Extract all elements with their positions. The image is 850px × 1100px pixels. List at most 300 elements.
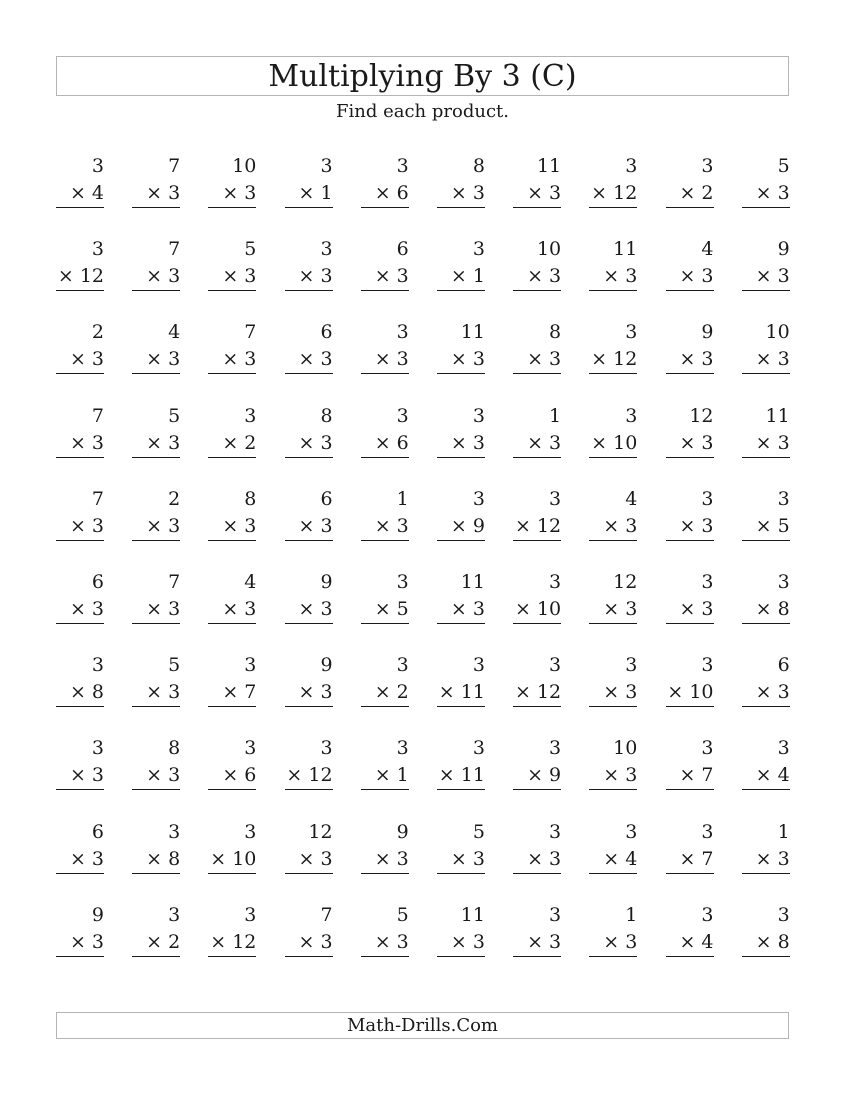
multiplication-problem — [742, 403, 790, 486]
multiplication-problem — [666, 153, 714, 236]
multiplication-problem — [742, 153, 790, 236]
multiplication-problem — [513, 153, 561, 236]
multiplication-problem — [208, 319, 256, 402]
multiplication-problem — [742, 652, 790, 735]
problem-multiplicand: 3 — [472, 737, 485, 760]
problem-multiplier: × 2 — [208, 430, 256, 458]
problem-multiplier: × 2 — [361, 679, 409, 707]
multiplication-problem — [361, 236, 409, 319]
problem-multiplier: × 3 — [361, 513, 409, 541]
problem-multiplicand: 11 — [460, 903, 485, 926]
problem-multiplicand: 3 — [396, 570, 409, 593]
problem-multiplier: × 12 — [56, 263, 104, 291]
problem-multiplier: × 3 — [437, 929, 485, 957]
problem-multiplicand: 3 — [396, 155, 409, 177]
multiplication-problem — [361, 319, 409, 402]
problem-multiplicand: 7 — [168, 155, 181, 177]
problem-multiplicand: 8 — [320, 404, 333, 427]
problem-multiplier: × 3 — [208, 180, 256, 208]
problem-multiplicand: 11 — [613, 238, 638, 261]
multiplication-problem — [56, 735, 104, 818]
problem-multiplier: × 4 — [666, 929, 714, 957]
multiplication-problem — [285, 735, 333, 818]
problem-multiplicand: 8 — [549, 321, 562, 344]
problem-multiplier: × 12 — [208, 929, 256, 957]
problem-multiplicand: 3 — [701, 570, 714, 593]
problem-multiplicand: 3 — [472, 487, 485, 510]
problem-multiplier: × 3 — [132, 180, 180, 208]
problem-multiplicand: 9 — [320, 654, 333, 677]
multiplication-problem — [208, 735, 256, 818]
problem-multiplicand: 3 — [701, 155, 714, 177]
problem-multiplicand: 7 — [91, 404, 104, 427]
problem-multiplier: × 10 — [589, 430, 637, 458]
problem-multiplicand: 3 — [549, 903, 562, 926]
problem-multiplicand: 4 — [244, 570, 257, 593]
multiplication-problem — [361, 153, 409, 236]
problem-multiplicand: 9 — [701, 321, 714, 344]
problem-multiplier: × 4 — [589, 846, 637, 874]
problem-multiplier: × 2 — [666, 180, 714, 208]
problem-multiplicand: 3 — [244, 404, 257, 427]
problem-multiplicand: 12 — [308, 820, 333, 843]
problem-multiplier: × 9 — [513, 762, 561, 790]
multiplication-problem — [132, 569, 180, 652]
problem-multiplier: × 3 — [666, 513, 714, 541]
problem-multiplicand: 3 — [91, 737, 104, 760]
multiplication-problem — [589, 735, 637, 818]
footer-site-name: Math-Drills.Com — [56, 1012, 789, 1039]
problem-multiplier: × 3 — [666, 596, 714, 624]
problem-multiplier: × 3 — [361, 929, 409, 957]
multiplication-problem — [513, 652, 561, 735]
problem-multiplier: × 3 — [742, 679, 790, 707]
multiplication-problem — [285, 403, 333, 486]
problem-multiplicand: 3 — [320, 737, 333, 760]
problem-multiplicand: 3 — [701, 487, 714, 510]
problem-multiplier: × 3 — [513, 346, 561, 374]
multiplication-problem — [56, 819, 104, 902]
problem-multiplicand: 7 — [244, 321, 257, 344]
multiplication-problem — [285, 319, 333, 402]
multiplication-problem — [285, 569, 333, 652]
problem-multiplicand: 1 — [396, 487, 409, 510]
problem-multiplier: × 3 — [513, 180, 561, 208]
multiplication-problem — [666, 319, 714, 402]
problem-multiplier: × 3 — [56, 430, 104, 458]
problem-multiplier: × 4 — [56, 180, 104, 208]
multiplication-problem — [361, 735, 409, 818]
problem-multiplicand: 6 — [777, 654, 790, 677]
problem-multiplicand: 3 — [549, 737, 562, 760]
problem-multiplicand: 3 — [549, 570, 562, 593]
problem-multiplier: × 3 — [285, 430, 333, 458]
problem-multiplier: × 3 — [208, 346, 256, 374]
problem-multiplier: × 3 — [285, 346, 333, 374]
problem-multiplicand: 3 — [472, 404, 485, 427]
multiplication-problem — [513, 735, 561, 818]
multiplication-problem — [56, 153, 104, 236]
multiplication-problem — [132, 236, 180, 319]
problem-multiplicand: 3 — [244, 903, 257, 926]
problem-multiplier: × 3 — [666, 430, 714, 458]
problem-multiplier: × 3 — [285, 679, 333, 707]
problem-multiplicand: 6 — [320, 487, 333, 510]
problem-multiplier: × 12 — [513, 513, 561, 541]
problem-multiplicand: 2 — [168, 487, 181, 510]
multiplication-problem — [361, 652, 409, 735]
multiplication-problem — [513, 236, 561, 319]
multiplication-problem — [742, 569, 790, 652]
problem-multiplier: × 3 — [361, 346, 409, 374]
multiplication-problem — [208, 486, 256, 569]
problem-multiplicand: 3 — [701, 737, 714, 760]
problem-multiplicand: 7 — [168, 570, 181, 593]
problem-multiplicand: 3 — [701, 820, 714, 843]
problem-multiplicand: 8 — [472, 155, 485, 177]
problem-multiplier: × 3 — [742, 180, 790, 208]
problem-multiplier: × 3 — [208, 513, 256, 541]
problem-multiplicand: 3 — [396, 737, 409, 760]
problem-multiplier: × 3 — [589, 679, 637, 707]
multiplication-problem — [285, 153, 333, 236]
problem-multiplier: × 3 — [513, 846, 561, 874]
problem-multiplicand: 3 — [472, 238, 485, 261]
problem-multiplicand: 8 — [244, 487, 257, 510]
problem-multiplicand: 3 — [777, 903, 790, 926]
problem-multiplier: × 3 — [132, 513, 180, 541]
problem-multiplicand: 3 — [549, 654, 562, 677]
multiplication-problem — [208, 652, 256, 735]
problem-multiplier: × 3 — [56, 762, 104, 790]
problem-multiplicand: 3 — [396, 654, 409, 677]
problem-multiplicand: 10 — [536, 238, 562, 261]
multiplication-problem — [513, 569, 561, 652]
problem-multiplier: × 8 — [742, 596, 790, 624]
problem-multiplicand: 7 — [91, 487, 104, 510]
problem-multiplicand: 3 — [320, 238, 333, 261]
problem-multiplicand: 4 — [701, 238, 714, 261]
multiplication-problem — [132, 319, 180, 402]
problem-multiplier: × 1 — [285, 180, 333, 208]
problem-multiplicand: 9 — [777, 238, 790, 261]
problem-multiplicand: 3 — [168, 903, 181, 926]
multiplication-problem — [361, 902, 409, 985]
problem-multiplicand: 6 — [91, 820, 104, 843]
multiplication-problem — [437, 403, 485, 486]
multiplication-problem — [742, 319, 790, 402]
problem-multiplicand: 3 — [244, 737, 257, 760]
problem-multiplicand: 3 — [625, 820, 638, 843]
multiplication-problem — [361, 819, 409, 902]
multiplication-problem — [285, 902, 333, 985]
multiplication-problem — [589, 819, 637, 902]
problem-multiplier: × 3 — [208, 263, 256, 291]
problem-multiplier: × 10 — [513, 596, 561, 624]
multiplication-problem — [666, 403, 714, 486]
problem-multiplier: × 6 — [208, 762, 256, 790]
multiplication-problem — [666, 236, 714, 319]
problem-multiplicand: 3 — [625, 654, 638, 677]
multiplication-problem — [437, 236, 485, 319]
problem-multiplier: × 8 — [742, 929, 790, 957]
multiplication-problem — [437, 735, 485, 818]
problem-multiplicand: 2 — [91, 321, 104, 344]
multiplication-problem — [132, 486, 180, 569]
problem-multiplier: × 3 — [437, 180, 485, 208]
problem-multiplier: × 3 — [742, 263, 790, 291]
problem-multiplicand: 7 — [320, 903, 333, 926]
multiplication-problem — [742, 486, 790, 569]
problem-multiplier: × 1 — [437, 263, 485, 291]
problem-multiplicand: 12 — [613, 570, 638, 593]
multiplication-problem — [208, 236, 256, 319]
problem-multiplicand: 5 — [168, 654, 181, 677]
problem-multiplier: × 3 — [285, 263, 333, 291]
multiplication-problem — [285, 486, 333, 569]
problem-multiplier: × 2 — [132, 929, 180, 957]
problem-multiplicand: 3 — [549, 487, 562, 510]
problem-multiplicand: 1 — [625, 903, 638, 926]
problem-multiplicand: 10 — [613, 737, 638, 760]
problem-multiplicand: 3 — [168, 820, 181, 843]
problem-multiplicand: 8 — [168, 737, 181, 760]
multiplication-problem — [437, 486, 485, 569]
problem-multiplier: × 6 — [361, 430, 409, 458]
multiplication-problem — [285, 236, 333, 319]
problem-multiplicand: 3 — [396, 404, 409, 427]
problem-multiplier: × 3 — [361, 846, 409, 874]
multiplication-problem — [56, 569, 104, 652]
problem-grid — [56, 153, 790, 985]
multiplication-problem — [513, 486, 561, 569]
problem-multiplicand: 3 — [472, 654, 485, 677]
problem-multiplicand: 3 — [549, 820, 562, 843]
multiplication-problem — [666, 569, 714, 652]
multiplication-problem — [742, 735, 790, 818]
multiplication-problem — [56, 236, 104, 319]
problem-multiplicand: 5 — [396, 903, 409, 926]
multiplication-problem — [666, 652, 714, 735]
multiplication-problem — [56, 652, 104, 735]
problem-multiplier: × 3 — [437, 846, 485, 874]
problem-multiplier: × 11 — [437, 679, 485, 707]
problem-multiplier: × 6 — [361, 180, 409, 208]
multiplication-problem — [589, 403, 637, 486]
problem-multiplier: × 3 — [132, 430, 180, 458]
problem-multiplicand: 6 — [320, 321, 333, 344]
problem-multiplicand: 10 — [765, 321, 790, 344]
worksheet-title: Multiplying By 3 (C) — [56, 56, 789, 96]
multiplication-problem — [666, 486, 714, 569]
problem-multiplier: × 3 — [589, 263, 637, 291]
problem-multiplier: × 12 — [589, 346, 637, 374]
problem-multiplier: × 12 — [285, 762, 333, 790]
worksheet-instructions: Find each product. — [336, 101, 509, 122]
multiplication-problem — [208, 569, 256, 652]
problem-multiplier: × 3 — [437, 346, 485, 374]
problem-multiplier: × 3 — [208, 596, 256, 624]
problem-multiplicand: 3 — [625, 321, 638, 344]
problem-multiplicand: 11 — [460, 570, 485, 593]
problem-multiplier: × 3 — [742, 346, 790, 374]
multiplication-problem — [437, 819, 485, 902]
problem-multiplicand: 3 — [777, 737, 790, 760]
problem-multiplicand: 3 — [701, 654, 714, 677]
problem-multiplier: × 3 — [589, 929, 637, 957]
problem-multiplicand: 4 — [625, 487, 638, 510]
problem-multiplier: × 3 — [589, 596, 637, 624]
problem-multiplicand: 1 — [549, 404, 562, 427]
problem-multiplicand: 3 — [320, 155, 333, 177]
problem-multiplicand: 5 — [244, 238, 257, 261]
multiplication-problem — [742, 236, 790, 319]
problem-multiplicand: 9 — [396, 820, 409, 843]
problem-multiplicand: 3 — [91, 654, 104, 677]
problem-multiplier: × 3 — [132, 762, 180, 790]
problem-multiplier: × 3 — [285, 846, 333, 874]
problem-multiplier: × 9 — [437, 513, 485, 541]
problem-multiplicand: 5 — [777, 155, 790, 177]
multiplication-problem — [742, 819, 790, 902]
problem-multiplicand: 3 — [625, 404, 638, 427]
problem-multiplicand: 10 — [232, 155, 257, 177]
problem-multiplier: × 7 — [208, 679, 256, 707]
problem-multiplier: × 3 — [132, 596, 180, 624]
problem-multiplicand: 3 — [244, 820, 257, 843]
problem-multiplier: × 3 — [56, 929, 104, 957]
multiplication-problem — [132, 735, 180, 818]
multiplication-problem — [208, 819, 256, 902]
problem-multiplier: × 3 — [513, 430, 561, 458]
multiplication-problem — [437, 569, 485, 652]
multiplication-problem — [285, 819, 333, 902]
multiplication-problem — [208, 153, 256, 236]
multiplication-problem — [589, 153, 637, 236]
multiplication-problem — [361, 403, 409, 486]
problem-multiplier: × 5 — [361, 596, 409, 624]
problem-multiplier: × 3 — [132, 263, 180, 291]
multiplication-problem — [132, 652, 180, 735]
problem-multiplier: × 10 — [208, 846, 256, 874]
problem-multiplicand: 3 — [701, 903, 714, 926]
multiplication-problem — [132, 403, 180, 486]
problem-multiplier: × 8 — [132, 846, 180, 874]
problem-multiplicand: 7 — [168, 238, 181, 261]
problem-multiplier: × 3 — [666, 263, 714, 291]
problem-multiplier: × 1 — [361, 762, 409, 790]
problem-multiplicand: 1 — [777, 820, 790, 843]
problem-multiplier: × 4 — [742, 762, 790, 790]
problem-multiplicand: 4 — [168, 321, 181, 344]
multiplication-problem — [437, 319, 485, 402]
multiplication-problem — [361, 486, 409, 569]
multiplication-problem — [589, 652, 637, 735]
problem-multiplicand: 11 — [536, 155, 562, 177]
problem-multiplier: × 3 — [361, 263, 409, 291]
multiplication-problem — [513, 403, 561, 486]
problem-multiplier: × 3 — [513, 263, 561, 291]
multiplication-problem — [513, 319, 561, 402]
problem-multiplier: × 3 — [56, 846, 104, 874]
problem-multiplicand: 11 — [765, 404, 790, 427]
problem-multiplier: × 5 — [742, 513, 790, 541]
multiplication-problem — [208, 902, 256, 985]
problem-multiplier: × 12 — [589, 180, 637, 208]
problem-multiplier: × 7 — [666, 762, 714, 790]
multiplication-problem — [56, 403, 104, 486]
problem-multiplicand: 9 — [320, 570, 333, 593]
multiplication-problem — [56, 319, 104, 402]
problem-multiplicand: 5 — [168, 404, 181, 427]
multiplication-problem — [56, 486, 104, 569]
problem-multiplier: × 3 — [56, 513, 104, 541]
problem-multiplier: × 3 — [589, 513, 637, 541]
problem-multiplicand: 6 — [396, 238, 409, 261]
multiplication-problem — [589, 319, 637, 402]
multiplication-problem — [742, 902, 790, 985]
problem-multiplier: × 3 — [742, 430, 790, 458]
problem-multiplier: × 3 — [437, 430, 485, 458]
problem-multiplier: × 3 — [285, 596, 333, 624]
problem-multiplicand: 3 — [777, 570, 790, 593]
problem-multiplicand: 5 — [472, 820, 485, 843]
problem-multiplicand: 3 — [91, 238, 104, 261]
problem-multiplicand: 6 — [91, 570, 104, 593]
problem-multiplicand: 3 — [625, 155, 638, 177]
multiplication-problem — [666, 902, 714, 985]
problem-multiplier: × 3 — [285, 513, 333, 541]
multiplication-problem — [437, 153, 485, 236]
problem-multiplicand: 3 — [91, 155, 104, 177]
multiplication-problem — [361, 569, 409, 652]
multiplication-problem — [589, 486, 637, 569]
problem-multiplier: × 3 — [513, 929, 561, 957]
problem-multiplier: × 7 — [666, 846, 714, 874]
multiplication-problem — [132, 819, 180, 902]
problem-multiplier: × 12 — [513, 679, 561, 707]
problem-multiplicand: 9 — [91, 903, 104, 926]
multiplication-problem — [437, 902, 485, 985]
problem-multiplier: × 3 — [437, 596, 485, 624]
problem-multiplier: × 3 — [132, 679, 180, 707]
multiplication-problem — [589, 569, 637, 652]
problem-multiplicand: 3 — [244, 654, 257, 677]
problem-multiplier: × 3 — [742, 846, 790, 874]
multiplication-problem — [132, 902, 180, 985]
problem-multiplier: × 11 — [437, 762, 485, 790]
problem-multiplicand: 12 — [689, 404, 714, 427]
multiplication-problem — [132, 153, 180, 236]
problem-multiplier: × 3 — [589, 762, 637, 790]
multiplication-problem — [666, 735, 714, 818]
problem-multiplier: × 10 — [666, 679, 714, 707]
problem-multiplier: × 3 — [56, 346, 104, 374]
multiplication-problem — [285, 652, 333, 735]
problem-multiplier: × 3 — [285, 929, 333, 957]
problem-multiplier: × 3 — [56, 596, 104, 624]
multiplication-problem — [56, 902, 104, 985]
multiplication-problem — [437, 652, 485, 735]
problem-multiplicand: 3 — [396, 321, 409, 344]
problem-multiplicand: 11 — [460, 321, 485, 344]
problem-multiplier: × 8 — [56, 679, 104, 707]
problem-multiplier: × 3 — [132, 346, 180, 374]
problem-multiplier: × 3 — [666, 346, 714, 374]
multiplication-problem — [513, 819, 561, 902]
multiplication-problem — [208, 403, 256, 486]
multiplication-problem — [589, 902, 637, 985]
